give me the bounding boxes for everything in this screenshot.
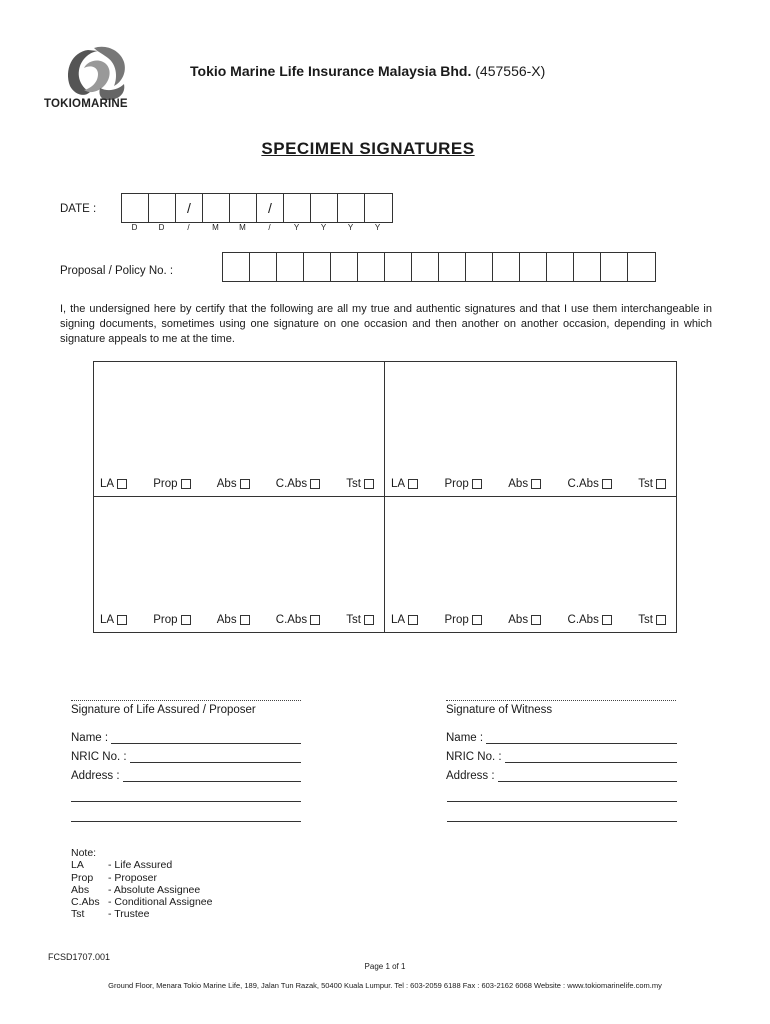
note-row (71, 884, 212, 896)
option-tst (638, 478, 666, 490)
note-desc: - Conditional Assignee (108, 896, 213, 909)
note-code: Tst (71, 908, 85, 921)
note-row (71, 896, 212, 908)
option-label: C.Abs (275, 478, 308, 490)
note-code: Prop (71, 871, 94, 884)
checkbox[interactable] (364, 615, 374, 625)
checkbox[interactable] (117, 615, 127, 625)
option-la (391, 614, 418, 626)
address-line[interactable] (123, 771, 301, 782)
date-separator: / (176, 194, 203, 222)
date-hint-char: D (131, 223, 138, 232)
page-number: Page 1 of 1 (364, 962, 406, 971)
checkbox[interactable] (656, 479, 666, 489)
option-label: LA (391, 478, 406, 490)
signer-type-options (391, 478, 666, 490)
option-tst (638, 614, 666, 626)
address-line[interactable] (498, 771, 677, 782)
policy-number-box[interactable] (412, 253, 439, 281)
signer-type-options (100, 478, 374, 490)
date-box[interactable] (365, 194, 392, 222)
checkbox[interactable] (240, 615, 250, 625)
witness-signature-label: Signature of Witness (446, 704, 553, 716)
option-label: Prop (153, 478, 178, 490)
name-label: Name : (71, 732, 109, 744)
option-abs (508, 478, 541, 490)
signature-box[interactable] (385, 362, 676, 497)
date-hint-char: / (268, 223, 271, 232)
date-field[interactable] (121, 193, 393, 223)
signature-box[interactable] (94, 362, 385, 497)
life-assured-nric-field[interactable] (71, 751, 301, 763)
signer-type-options (100, 614, 374, 626)
note-row (71, 859, 212, 871)
checkbox[interactable] (181, 479, 191, 489)
option-label: LA (100, 614, 115, 626)
option-label: LA (100, 478, 115, 490)
policy-number-box[interactable] (304, 253, 331, 281)
date-box[interactable] (230, 194, 257, 222)
company-header (190, 63, 545, 79)
checkbox[interactable] (408, 615, 418, 625)
checkbox[interactable] (117, 479, 127, 489)
policy-number-box[interactable] (520, 253, 547, 281)
nric-line[interactable] (505, 752, 677, 763)
date-hint-char: M (212, 223, 219, 232)
checkbox[interactable] (602, 615, 612, 625)
policy-number-box[interactable] (601, 253, 628, 281)
date-format-hint (121, 223, 391, 232)
option-label: C.Abs (567, 614, 599, 626)
checkbox[interactable] (602, 479, 612, 489)
life-assured-address-field[interactable] (71, 770, 301, 782)
option-label: Prop (444, 478, 469, 490)
checkbox[interactable] (310, 479, 320, 489)
policy-number-label: Proposal / Policy No. : (60, 265, 174, 277)
policy-number-box[interactable] (574, 253, 601, 281)
policy-number-box[interactable] (493, 253, 520, 281)
option-label: Prop (153, 614, 178, 626)
name-line[interactable] (111, 733, 301, 744)
checkbox[interactable] (181, 615, 191, 625)
note-code: Abs (71, 883, 90, 896)
option-cabs (276, 614, 320, 626)
option-la (100, 478, 127, 490)
address-line-3[interactable] (71, 821, 301, 822)
witness-address-field[interactable] (446, 770, 677, 782)
policy-number-box[interactable] (331, 253, 358, 281)
option-abs (217, 478, 250, 490)
option-label: Tst (638, 614, 653, 626)
signature-box[interactable] (94, 497, 385, 632)
life-assured-signature-label: Signature of Life Assured / Proposer (71, 704, 256, 716)
option-label: C.Abs (275, 614, 308, 626)
option-prop (153, 614, 190, 626)
nric-line[interactable] (130, 752, 301, 763)
checkbox[interactable] (656, 615, 666, 625)
policy-number-box[interactable] (439, 253, 466, 281)
option-prop (153, 478, 190, 490)
date-hint-char: Y (293, 223, 300, 232)
date-hint-char: Y (347, 223, 354, 232)
date-hint-char: M (239, 223, 246, 232)
option-label: Tst (346, 614, 361, 626)
address-line-3[interactable] (447, 821, 677, 822)
note-desc: - Proposer (108, 871, 158, 884)
policy-number-box[interactable] (358, 253, 385, 281)
page-title: SPECIMEN SIGNATURES (261, 139, 475, 158)
date-box[interactable] (311, 194, 338, 222)
form-code: FCSD1707.001 (48, 952, 111, 962)
footer-address: Ground Floor, Menara Tokio Marine Life, 189, Jalan Tun Razak, 50400 Kuala Lumpur. Tel : 603-2059 6188 Fax : 603-2162 6068 Website : www.tokiomarinelife.com.my (108, 981, 662, 990)
date-hint-char: Y (320, 223, 327, 232)
address-line-2[interactable] (71, 801, 301, 802)
policy-number-box[interactable] (628, 253, 655, 281)
policy-number-box[interactable] (277, 253, 304, 281)
note-legend (71, 859, 212, 920)
address-line-2[interactable] (447, 801, 677, 802)
note-code: C.Abs (71, 896, 100, 909)
signer-type-options (391, 614, 666, 626)
date-box[interactable] (284, 194, 311, 222)
checkbox[interactable] (240, 479, 250, 489)
option-cabs (568, 478, 612, 490)
nric-label: NRIC No. : (71, 751, 127, 763)
policy-number-box[interactable] (385, 253, 412, 281)
witness-signature-line[interactable] (446, 700, 676, 701)
checkbox[interactable] (408, 479, 418, 489)
option-label: LA (391, 614, 406, 626)
declaration-text: I, the undersigned here by certify that the following are all my true and authentic signatures and that I use them interchangeable in signing documents, sometimes using one signature on one occasion and then another on another occasion, depending in which signature appeals to me at the time. (60, 303, 712, 345)
tokio-marine-logo-icon (60, 42, 150, 102)
note-row (71, 872, 212, 884)
life-assured-name-field[interactable] (71, 732, 301, 744)
note-section (71, 847, 212, 921)
option-abs (508, 614, 541, 626)
checkbox[interactable] (531, 615, 541, 625)
option-label: Prop (444, 614, 469, 626)
date-hint-char: Y (374, 223, 381, 232)
option-label: Tst (638, 478, 653, 490)
option-label: Abs (508, 614, 529, 626)
checkbox[interactable] (472, 615, 482, 625)
policy-number-field[interactable] (222, 252, 656, 282)
date-box[interactable] (338, 194, 365, 222)
note-desc: - Trustee (108, 908, 150, 921)
note-desc: - Absolute Assignee (108, 883, 201, 896)
option-cabs (568, 614, 612, 626)
option-label: Abs (216, 478, 237, 490)
company-registration: (457556-X) (475, 63, 546, 79)
name-line[interactable] (486, 733, 677, 744)
nric-label: NRIC No. : (446, 751, 502, 763)
note-desc: - Life Assured (108, 859, 173, 872)
policy-number-box[interactable] (547, 253, 574, 281)
date-box[interactable] (149, 194, 176, 222)
note-heading: Note: (71, 847, 97, 859)
checkbox[interactable] (472, 479, 482, 489)
option-label: Abs (508, 478, 529, 490)
option-la (100, 614, 127, 626)
logo-text: TOKIOMARINE (44, 98, 128, 110)
option-abs (217, 614, 250, 626)
policy-number-box[interactable] (466, 253, 493, 281)
company-name: Tokio Marine Life Insurance Malaysia Bhd. (190, 63, 472, 79)
date-box[interactable] (203, 194, 230, 222)
option-la (391, 478, 418, 490)
option-prop (445, 614, 482, 626)
option-tst (346, 614, 374, 626)
checkbox[interactable] (310, 615, 320, 625)
date-box[interactable] (122, 194, 149, 222)
specimen-signature-grid (93, 361, 677, 633)
option-tst (346, 478, 374, 490)
option-label: Abs (216, 614, 237, 626)
signature-box[interactable] (385, 497, 676, 632)
date-hint-char: D (158, 223, 165, 232)
option-cabs (276, 478, 320, 490)
witness-nric-field[interactable] (446, 751, 677, 763)
address-label: Address : (71, 770, 120, 782)
option-prop (445, 478, 482, 490)
option-label: C.Abs (567, 478, 599, 490)
note-row (71, 908, 212, 920)
witness-name-field[interactable] (446, 732, 677, 744)
life-assured-signature-line[interactable] (71, 700, 301, 701)
policy-number-box[interactable] (250, 253, 277, 281)
checkbox[interactable] (531, 479, 541, 489)
date-separator: / (257, 194, 284, 222)
date-hint-char: / (187, 223, 190, 232)
note-code: LA (71, 859, 84, 872)
name-label: Name : (446, 732, 484, 744)
date-label: DATE : (60, 203, 97, 215)
checkbox[interactable] (364, 479, 374, 489)
option-label: Tst (346, 478, 361, 490)
policy-number-box[interactable] (223, 253, 250, 281)
address-label: Address : (446, 770, 495, 782)
